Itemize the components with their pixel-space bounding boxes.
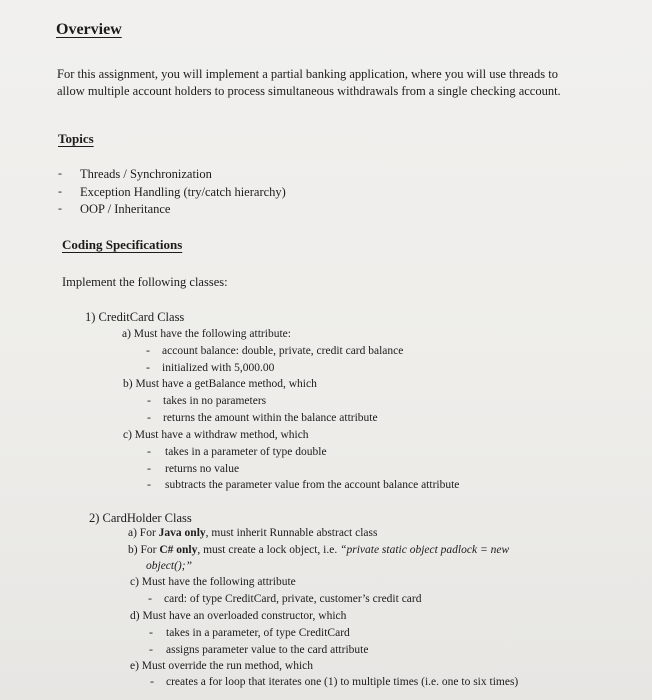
creditcard-a-item: initialized with 5,000.00 bbox=[162, 362, 275, 374]
cardholder-e-item: creates a for loop that iterates one (1) to multiple times (i.e. one to six times) bbox=[166, 676, 519, 688]
cardholder-b-cont bbox=[146, 558, 192, 575]
bullet-dash: - bbox=[58, 166, 62, 180]
creditcard-c-item: takes in a parameter of type double bbox=[165, 446, 327, 458]
cardholder-title: 2) CardHolder Class bbox=[89, 511, 192, 525]
creditcard-c-item: returns no value bbox=[165, 463, 240, 475]
bullet-dash: - bbox=[146, 360, 150, 374]
cardholder-c-label: c) Must have the following attribute bbox=[130, 576, 296, 588]
cardholder-c-item: card: of type CreditCard, private, customer’s credit card bbox=[164, 593, 422, 605]
cardholder-a-bold: Java only bbox=[158, 527, 206, 539]
cardholder-d-item: assigns parameter value to the card attribute bbox=[166, 644, 369, 656]
bullet-dash: - bbox=[58, 201, 62, 215]
cardholder-d-item: takes in a parameter, of type CreditCard bbox=[166, 627, 350, 639]
bullet-dash: - bbox=[147, 477, 151, 491]
creditcard-b-item: takes in no parameters bbox=[163, 395, 267, 407]
overview-heading: Overview bbox=[56, 21, 122, 38]
coding-lead: Implement the following classes: bbox=[62, 275, 228, 289]
bullet-dash: - bbox=[147, 410, 151, 424]
cardholder-b-bold: C# only bbox=[159, 544, 198, 556]
cardholder-b-prefix: b) For bbox=[128, 544, 160, 556]
creditcard-a-item: account balance: double, private, credit card balance bbox=[162, 345, 404, 357]
topic-item: Threads / Synchronization bbox=[80, 167, 212, 181]
cardholder-b-italic: “private static object padlock = new bbox=[340, 544, 510, 556]
bullet-dash: - bbox=[147, 393, 151, 407]
topic-item: OOP / Inheritance bbox=[80, 202, 171, 216]
creditcard-b-label: b) Must have a getBalance method, which bbox=[123, 378, 317, 390]
bullet-dash: - bbox=[147, 461, 151, 475]
cardholder-a bbox=[128, 525, 377, 542]
overview-intro: For this assignment, you will implement a partial banking application, where you will use threads to allow multiple account holders to process simultaneous withdrawals from a single checking account. bbox=[57, 67, 561, 98]
cardholder-b bbox=[128, 542, 509, 559]
bullet-dash: - bbox=[149, 642, 153, 656]
cardholder-d-label: d) Must have an overloaded constructor, which bbox=[130, 610, 347, 622]
bullet-dash: - bbox=[58, 184, 62, 198]
creditcard-a-label: a) Must have the following attribute: bbox=[122, 328, 291, 340]
bullet-dash: - bbox=[149, 625, 153, 639]
coding-heading: Coding Specifications bbox=[62, 237, 183, 252]
bullet-dash: - bbox=[147, 444, 151, 458]
bullet-dash: - bbox=[146, 343, 150, 357]
topics-heading: Topics bbox=[58, 131, 94, 146]
topic-item: Exception Handling (try/catch hierarchy) bbox=[80, 185, 286, 199]
bullet-dash: - bbox=[148, 591, 152, 605]
creditcard-b-item: returns the amount within the balance attribute bbox=[163, 412, 378, 424]
cardholder-e-label: e) Must override the run method, which bbox=[130, 660, 313, 672]
creditcard-title: 1) CreditCard Class bbox=[85, 310, 185, 324]
creditcard-c-label: c) Must have a withdraw method, which bbox=[123, 429, 309, 441]
cardholder-a-prefix: a) For bbox=[128, 527, 159, 539]
cardholder-a-suffix: , must inherit Runnable abstract class bbox=[205, 527, 378, 539]
cardholder-b-middle: , must create a lock object, i.e. bbox=[197, 544, 341, 556]
bullet-dash: - bbox=[150, 674, 154, 688]
creditcard-c-item: subtracts the parameter value from the account balance attribute bbox=[165, 479, 460, 491]
cardholder-b-italic-cont: object();” bbox=[146, 560, 192, 572]
